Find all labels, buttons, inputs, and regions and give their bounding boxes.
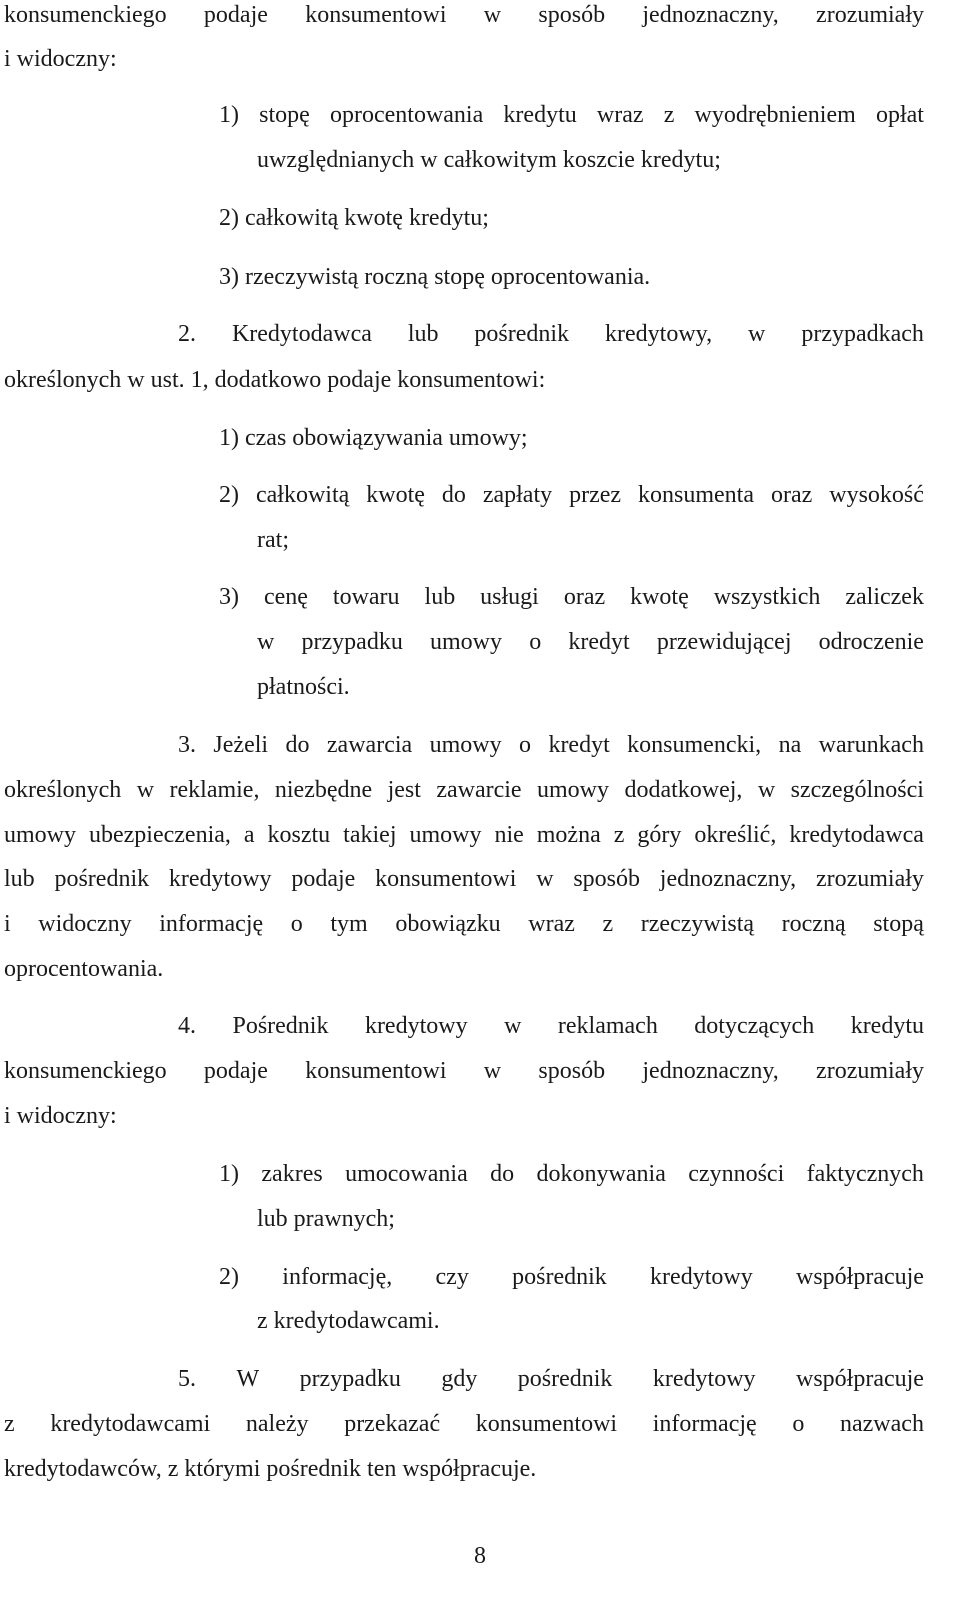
word: przekazać <box>344 1411 441 1437</box>
word: umowy <box>537 777 610 803</box>
word: całkowitą <box>255 482 350 508</box>
word: z <box>4 1411 15 1437</box>
word: Kredytodawca <box>231 321 372 347</box>
page-number: 8 <box>474 1543 486 1569</box>
word: dokonywania <box>536 1161 666 1187</box>
word: nazwach <box>840 1411 924 1437</box>
word: kredytowy <box>652 1366 756 1392</box>
list-item-continuation: płatności. <box>257 674 350 700</box>
word: konsumentowi <box>375 866 517 892</box>
word: w <box>748 321 766 347</box>
word: o <box>529 629 542 655</box>
word: 2) <box>219 1264 239 1290</box>
word: o <box>792 1411 805 1437</box>
word: wraz <box>596 102 644 128</box>
word: kredyt <box>568 629 630 655</box>
word: przewidującej <box>656 629 792 655</box>
word: umowy <box>4 822 76 848</box>
text-line: i widoczny: <box>4 1103 117 1129</box>
word: przypadkach <box>801 321 924 347</box>
word: kredytodawcami <box>50 1411 211 1437</box>
word: konsumentowi <box>305 2 447 28</box>
text-line <box>4 820 924 850</box>
word: Pośrednik <box>232 1013 329 1039</box>
word: 3) <box>219 584 239 610</box>
text-line <box>4 909 924 939</box>
word: 3. <box>178 732 196 758</box>
list-item-continuation: rat; <box>257 527 289 553</box>
word: usługi <box>480 584 539 610</box>
word: o <box>290 911 303 937</box>
word: w <box>257 629 275 655</box>
word: 1) <box>219 102 239 128</box>
word: warunkach <box>818 732 924 758</box>
word: takiej <box>343 822 397 848</box>
word: informację, <box>282 1264 393 1290</box>
list-item-continuation: lub prawnych; <box>257 1206 395 1232</box>
word: a <box>243 822 255 848</box>
word: określonych <box>4 777 122 803</box>
word: umowy <box>409 822 482 848</box>
word: kwotę <box>366 482 425 508</box>
word: roczną <box>781 911 846 937</box>
word: ubezpieczenia, <box>88 822 231 848</box>
word: w <box>136 777 155 803</box>
list-item-continuation: uwzględnianych w całkowitym koszcie kredytu; <box>257 147 721 173</box>
word: w <box>504 1013 522 1039</box>
list-item-continuation <box>257 627 924 657</box>
word: odroczenie <box>818 629 924 655</box>
word: faktycznych <box>806 1161 924 1187</box>
word: nie <box>494 822 524 848</box>
word: opłat <box>875 102 924 128</box>
word: umocowania <box>345 1161 468 1187</box>
paragraph-start <box>178 730 924 760</box>
word: szczególności <box>790 777 924 803</box>
word: do <box>490 1161 515 1187</box>
word: zrozumiały <box>816 1058 924 1084</box>
word: o <box>519 732 532 758</box>
word: kredytowy <box>364 1013 468 1039</box>
word: z <box>613 822 625 848</box>
word: należy <box>245 1411 309 1437</box>
word: kredytowy, <box>605 321 713 347</box>
word: w <box>757 777 776 803</box>
word: jednoznaczny, <box>659 866 797 892</box>
text-line: oprocentowania. <box>4 956 164 982</box>
word: niezbędne <box>274 777 373 803</box>
word: 1) <box>219 1161 239 1187</box>
paragraph-start <box>178 1011 924 1041</box>
list-item <box>219 1159 924 1189</box>
word: określić, <box>694 822 777 848</box>
word: lub <box>4 866 35 892</box>
text-line <box>4 1056 924 1086</box>
text-line: kredytodawców, z którymi pośrednik ten współpracuje. <box>4 1456 537 1482</box>
word: 4. <box>178 1013 196 1039</box>
word: przez <box>569 482 622 508</box>
word: do <box>285 732 310 758</box>
list-item: 2) całkowitą kwotę kredytu; <box>219 205 489 231</box>
text-line <box>4 1409 924 1439</box>
word: tym <box>330 911 368 937</box>
word: na <box>778 732 802 758</box>
word: kredytodawca <box>789 822 924 848</box>
word: przypadku <box>301 629 403 655</box>
word: oraz <box>563 584 606 610</box>
word: reklamie, <box>169 777 260 803</box>
word: kredyt <box>548 732 610 758</box>
word: jednoznaczny, <box>642 2 779 28</box>
word: sposób <box>538 1058 606 1084</box>
word: góry <box>637 822 682 848</box>
word: konsumentowi <box>305 1058 447 1084</box>
word: lub <box>407 321 439 347</box>
word: wszystkich <box>713 584 821 610</box>
list-item <box>219 1262 924 1292</box>
word: przypadku <box>299 1366 401 1392</box>
word: widoczny <box>38 911 132 937</box>
paragraph-start <box>178 319 924 349</box>
word: 2. <box>178 321 196 347</box>
word: umowy <box>430 629 503 655</box>
word: wysokość <box>829 482 924 508</box>
list-item <box>219 480 924 510</box>
word: zakres <box>261 1161 323 1187</box>
word: jednoznaczny, <box>642 1058 779 1084</box>
text-line <box>4 0 924 30</box>
word: w <box>483 2 502 28</box>
word: sposób <box>538 2 606 28</box>
word: pośrednik <box>517 1366 613 1392</box>
text-line: określonych w ust. 1, dodatkowo podaje konsumentowi: <box>4 367 546 393</box>
word: współpracuje <box>795 1366 924 1392</box>
paragraph-start <box>178 1364 924 1394</box>
word: sposób <box>573 866 641 892</box>
list-item <box>219 582 924 612</box>
word: podaje <box>291 866 356 892</box>
word: obowiązku <box>395 911 501 937</box>
word: zrozumiały <box>816 2 924 28</box>
word: kredytu <box>850 1013 924 1039</box>
word: 5. <box>178 1366 196 1392</box>
word: oraz <box>770 482 813 508</box>
word: pośrednik <box>512 1264 607 1290</box>
word: zawarcia <box>326 732 413 758</box>
word: towaru <box>332 584 400 610</box>
word: dotyczących <box>694 1013 815 1039</box>
word: podaje <box>203 2 268 28</box>
word: zrozumiały <box>815 866 924 892</box>
word: 2) <box>219 482 239 508</box>
word: współpracuje <box>795 1264 924 1290</box>
word: konsumentowi <box>475 1411 618 1437</box>
word: wyodrębnieniem <box>694 102 856 128</box>
word: pośrednik <box>54 866 150 892</box>
word: konsumenckiego <box>4 1058 167 1084</box>
list-item-continuation: z kredytodawcami. <box>257 1308 440 1334</box>
word: z <box>602 911 614 937</box>
word: zaliczek <box>845 584 924 610</box>
text-line: i widoczny: <box>4 46 117 72</box>
word: cenę <box>263 584 308 610</box>
list-item: 3) rzeczywistą roczną stopę oprocentowania. <box>219 264 651 290</box>
word: czynności <box>688 1161 785 1187</box>
list-item: 1) czas obowiązywania umowy; <box>219 425 528 451</box>
word: w <box>536 866 554 892</box>
list-item <box>219 100 924 130</box>
word: informację <box>159 911 264 937</box>
word: i <box>4 911 11 937</box>
word: wraz <box>528 911 575 937</box>
word: kredytowy <box>168 866 272 892</box>
word: kredytu <box>503 102 577 128</box>
word: podaje <box>203 1058 268 1084</box>
word: zawarcie <box>436 777 522 803</box>
word: umowy <box>429 732 502 758</box>
text-line <box>4 775 924 805</box>
word: Jeżeli <box>213 732 269 758</box>
word: w <box>483 1058 502 1084</box>
word: kosztu <box>267 822 331 848</box>
word: oprocentowania <box>329 102 484 128</box>
word: reklamach <box>557 1013 658 1039</box>
word: gdy <box>441 1366 478 1392</box>
word: lub <box>424 584 456 610</box>
word: rzeczywistą <box>640 911 755 937</box>
word: stopę <box>259 102 310 128</box>
word: dodatkowej, <box>624 777 743 803</box>
word: z <box>663 102 675 128</box>
word: stopą <box>873 911 924 937</box>
word: konsumenta <box>638 482 754 508</box>
word: konsumenckiego <box>4 2 167 28</box>
word: czy <box>435 1264 469 1290</box>
word: kwotę <box>630 584 689 610</box>
text-line <box>4 864 924 894</box>
word: można <box>536 822 601 848</box>
word: zapłaty <box>482 482 553 508</box>
word: do <box>441 482 466 508</box>
word: W <box>236 1366 260 1392</box>
word: jest <box>387 777 421 803</box>
word: pośrednik <box>474 321 570 347</box>
word: konsumencki, <box>627 732 762 758</box>
word: informację <box>652 1411 757 1437</box>
word: kredytowy <box>650 1264 753 1290</box>
